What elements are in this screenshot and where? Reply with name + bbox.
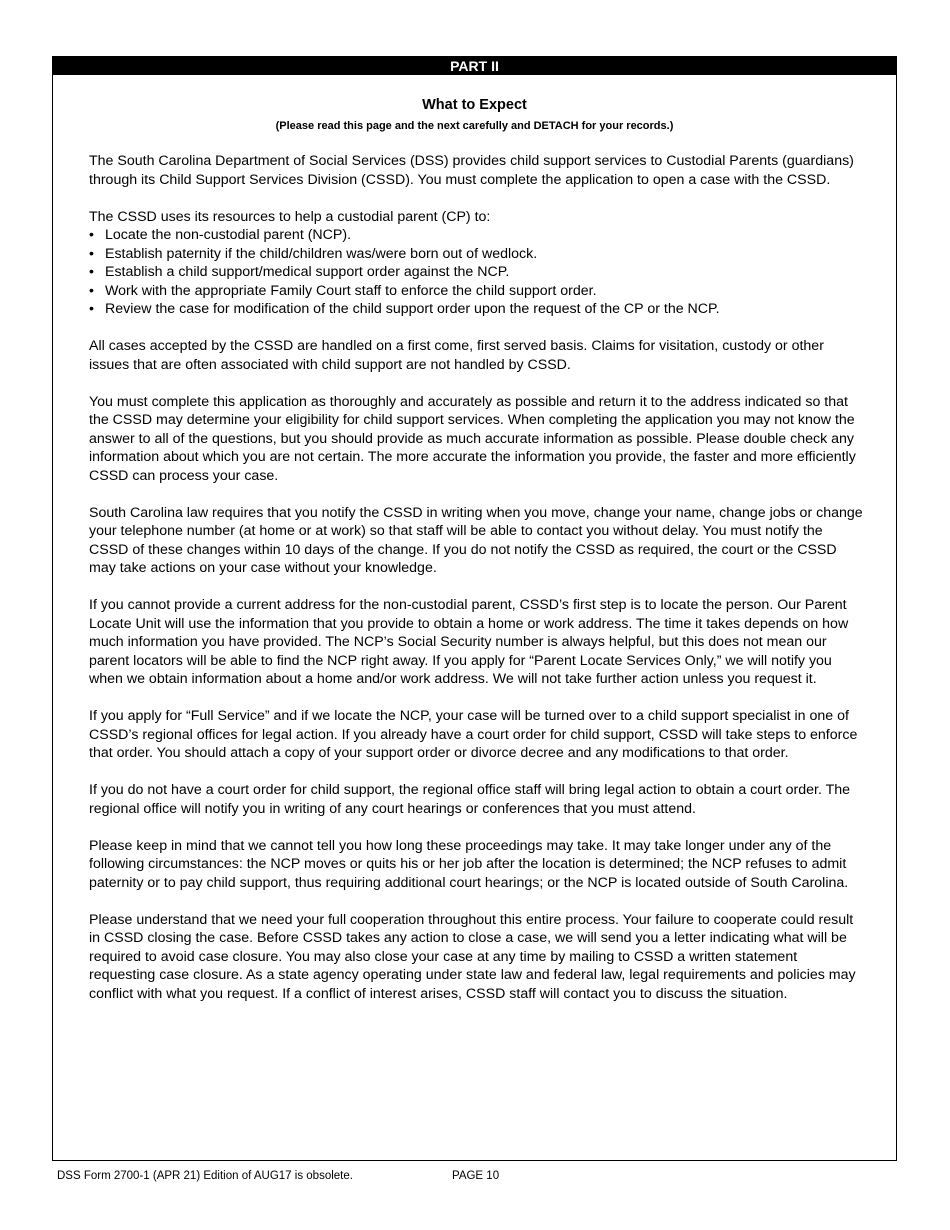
- list-item: • Review the case for modification of the child support order upon the request of the CP or the NCP.: [89, 301, 720, 317]
- form-identifier: DSS Form 2700-1 (APR 21) Edition of AUG17 is obsolete.: [57, 1170, 353, 1182]
- page-subtitle: (Please read this page and the next carefully and DETACH for your records.): [275, 120, 674, 132]
- paragraph-first-come: All cases accepted by the CSSD are handled on a first come, first served basis. Claims for visitation, custody or other issues that are often associated with child support are not handled by CSSD.: [89, 338, 824, 373]
- paragraph-court-order: If you do not have a court order for child support, the regional office staff will bring legal action to obtain a court order. The regional office will notify you in writing of any court hearings or conferences that you must attend.: [89, 782, 851, 817]
- list-item: • Establish paternity if the child/children was/were born out of wedlock.: [89, 245, 538, 262]
- page-number: PAGE 10: [452, 1170, 500, 1182]
- bullet-icon: •: [89, 245, 94, 262]
- paragraph-notify-changes: South Carolina law requires that you notify the CSSD in writing when you move, change your name, change jobs or change your telephone number (at home or at work) so that staff will be able to contact you without delay. You must notify the CSSD of these changes within 10 days of the change. If you do not notify the CSSD as required, the court or the CSSD may take actions on your case without your knowledge.: [89, 504, 863, 576]
- intro-paragraph: The South Carolina Department of Social Services (DSS) provides child support services to Custodial Parents (guardians) through its Child Support Services Division (CSSD). You must complete the application to open a case with the CSSD.: [89, 153, 854, 188]
- page-title: What to Expect: [422, 97, 527, 113]
- document-body: [89, 152, 864, 1022]
- bullet-icon: •: [89, 282, 94, 299]
- bullet-icon: •: [89, 264, 94, 280]
- paragraph-cooperation: Please understand that we need your full cooperation throughout this entire process. Your failure to cooperate could result in CSSD closing the case. Before CSSD takes any action to close a case, we will send you a letter indicating what will be required to avoid case closure. You may also close your case at any time by mailing to CSSD a written statement requesting case closure. As a state agency operating under state law and federal law, legal requirements and policies may conflict with what you request. If a conflict of interest arises, CSSD staff will contact you to discuss the situation.: [89, 911, 856, 1002]
- part-banner: PART II: [53, 57, 896, 75]
- list-item: • Work with the appropriate Family Court staff to enforce the child support order.: [89, 282, 597, 299]
- paragraph-complete-application: You must complete this application as thoroughly and accurately as possible and return it to the address indicated so that the CSSD may determine your eligibility for child support services. When completing the application you may not know the answer to all of the questions, but you should provide as much accurate information as possible. Please double check any information about which you are not certain. The more accurate the information you provide, the faster and more efficiently CSSD can process your case.: [89, 393, 856, 484]
- services-list: [89, 226, 864, 319]
- paragraph-full-service: If you apply for “Full Service” and if we locate the NCP, your case will be turned over to a child support specialist in one of CSSD’s regional offices for legal action. If you already have a court order for child support, CSSD will take steps to enforce that order. You should attach a copy of your support order or divorce decree and any modifications to that order.: [89, 708, 858, 761]
- bullet-icon: •: [89, 301, 94, 317]
- paragraph-parent-locate: If you cannot provide a current address for the non-custodial parent, CSSD’s first step is to locate the person. Our Parent Locate Unit will use the information that you provide to obtain a home or work address. The time it takes depends on how much information you have provided. The NCP’s Social Security number is always helpful, but this does not mean our parent locators will be able to find the NCP right away. If you apply for “Parent Locate Services Only,” we will notify you when we obtain information about a home and/or work address. We will not take further action unless you request it.: [89, 597, 849, 687]
- list-item: • Establish a child support/medical support order against the NCP.: [89, 264, 510, 280]
- paragraph-proceedings: Please keep in mind that we cannot tell you how long these proceedings may take. It may take longer under any of the following circumstances: the NCP moves or quits his or her job after the location is determined; the NCP refuses to admit paternity or to pay child support, thus requiring additional court hearings; or the NCP is located outside of South Carolina.: [89, 837, 849, 891]
- bullet-icon: •: [89, 227, 94, 243]
- list-item: • Locate the non-custodial parent (NCP).: [89, 227, 352, 243]
- list-intro: The CSSD uses its resources to help a custodial parent (CP) to:: [89, 208, 491, 225]
